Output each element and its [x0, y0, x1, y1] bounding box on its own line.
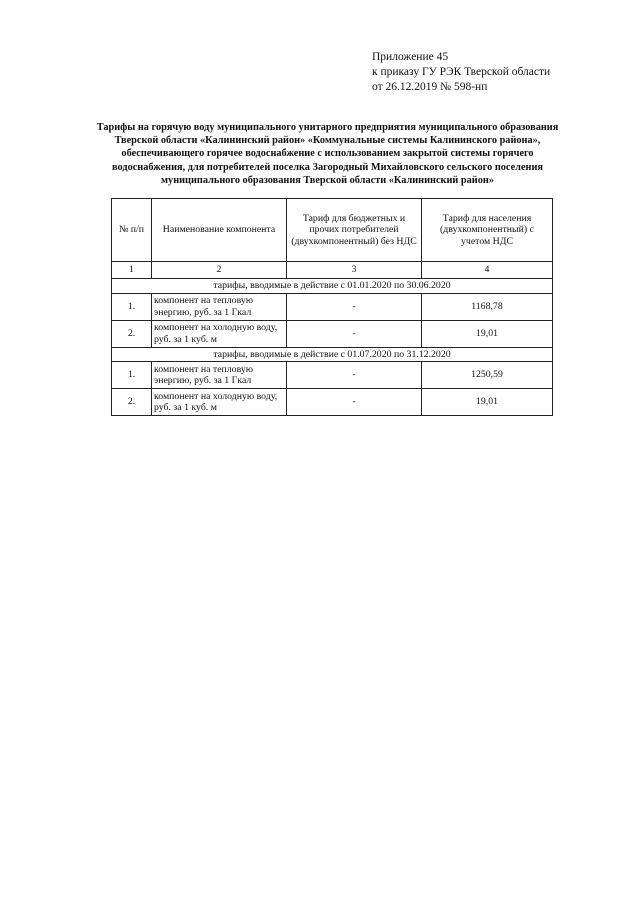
row-budget-tariff: - — [287, 293, 422, 320]
column-number: 3 — [287, 262, 422, 279]
header-component: Наименование компонента — [152, 199, 287, 262]
appendix-reference — [372, 50, 550, 95]
column-number: 1 — [112, 262, 152, 279]
row-budget-tariff: - — [287, 362, 422, 389]
header-budget-tariff: Тариф для бюджетных и прочих потребителей (двухкомпонентный) без НДС — [287, 199, 422, 262]
row-budget-tariff: - — [287, 389, 422, 416]
row-population-tariff: 19,01 — [422, 389, 553, 416]
section-row — [112, 347, 553, 362]
section-title: тарифы, вводимые в действие с 01.07.2020 по 31.12.2020 — [112, 347, 553, 362]
row-component: компонент на тепловую энергию, руб. за 1 Гкал — [152, 293, 287, 320]
header-number: № п/п — [112, 199, 152, 262]
row-population-tariff: 19,01 — [422, 320, 553, 347]
row-number: 1. — [112, 362, 152, 389]
table-row — [112, 320, 553, 347]
row-component: компонент на тепловую энергию, руб. за 1 Гкал — [152, 362, 287, 389]
title-line: Тверской области «Калининский район» «Коммунальные системы Калининского района», — [114, 135, 541, 147]
appendix-number: Приложение 45 — [372, 51, 449, 63]
section-title: тарифы, вводимые в действие с 01.01.2020 по 30.06.2020 — [112, 279, 553, 294]
table-row — [112, 293, 553, 320]
table-row — [112, 389, 553, 416]
row-population-tariff: 1250,59 — [422, 362, 553, 389]
row-budget-tariff: - — [287, 320, 422, 347]
title-line: Тарифы на горячую воду муниципального унитарного предприятия муниципального образования — [96, 122, 559, 133]
section-row — [112, 279, 553, 294]
header-population-tariff: Тариф для населения (двухкомпонентный) с учетом НДС — [422, 199, 553, 262]
column-number-row — [112, 262, 553, 279]
row-number: 2. — [112, 320, 152, 347]
appendix-date: от 26.12.2019 № 598-нп — [372, 81, 488, 93]
row-number: 2. — [112, 389, 152, 416]
appendix-order: к приказу ГУ РЭК Тверской области — [372, 66, 551, 78]
title-line: муниципального образования Тверской области «Калининский район» — [161, 174, 494, 186]
row-number: 1. — [112, 293, 152, 320]
row-population-tariff: 1168,78 — [422, 293, 553, 320]
column-number: 2 — [152, 262, 287, 279]
column-number: 4 — [422, 262, 553, 279]
tariff-table — [111, 198, 553, 416]
document-title — [60, 121, 595, 187]
title-line: обеспечивающего горячее водоснабжение с использованием закрытой системы горячего — [121, 148, 534, 160]
title-line: водоснабжения, для потребителей поселка Загородный Михайловского сельского поселения — [112, 161, 543, 173]
row-component: компонент на холодную воду, руб. за 1 куб. м — [152, 389, 287, 416]
row-component: компонент на холодную воду, руб. за 1 куб. м — [152, 320, 287, 347]
table-header-row — [112, 199, 553, 262]
table-row — [112, 362, 553, 389]
